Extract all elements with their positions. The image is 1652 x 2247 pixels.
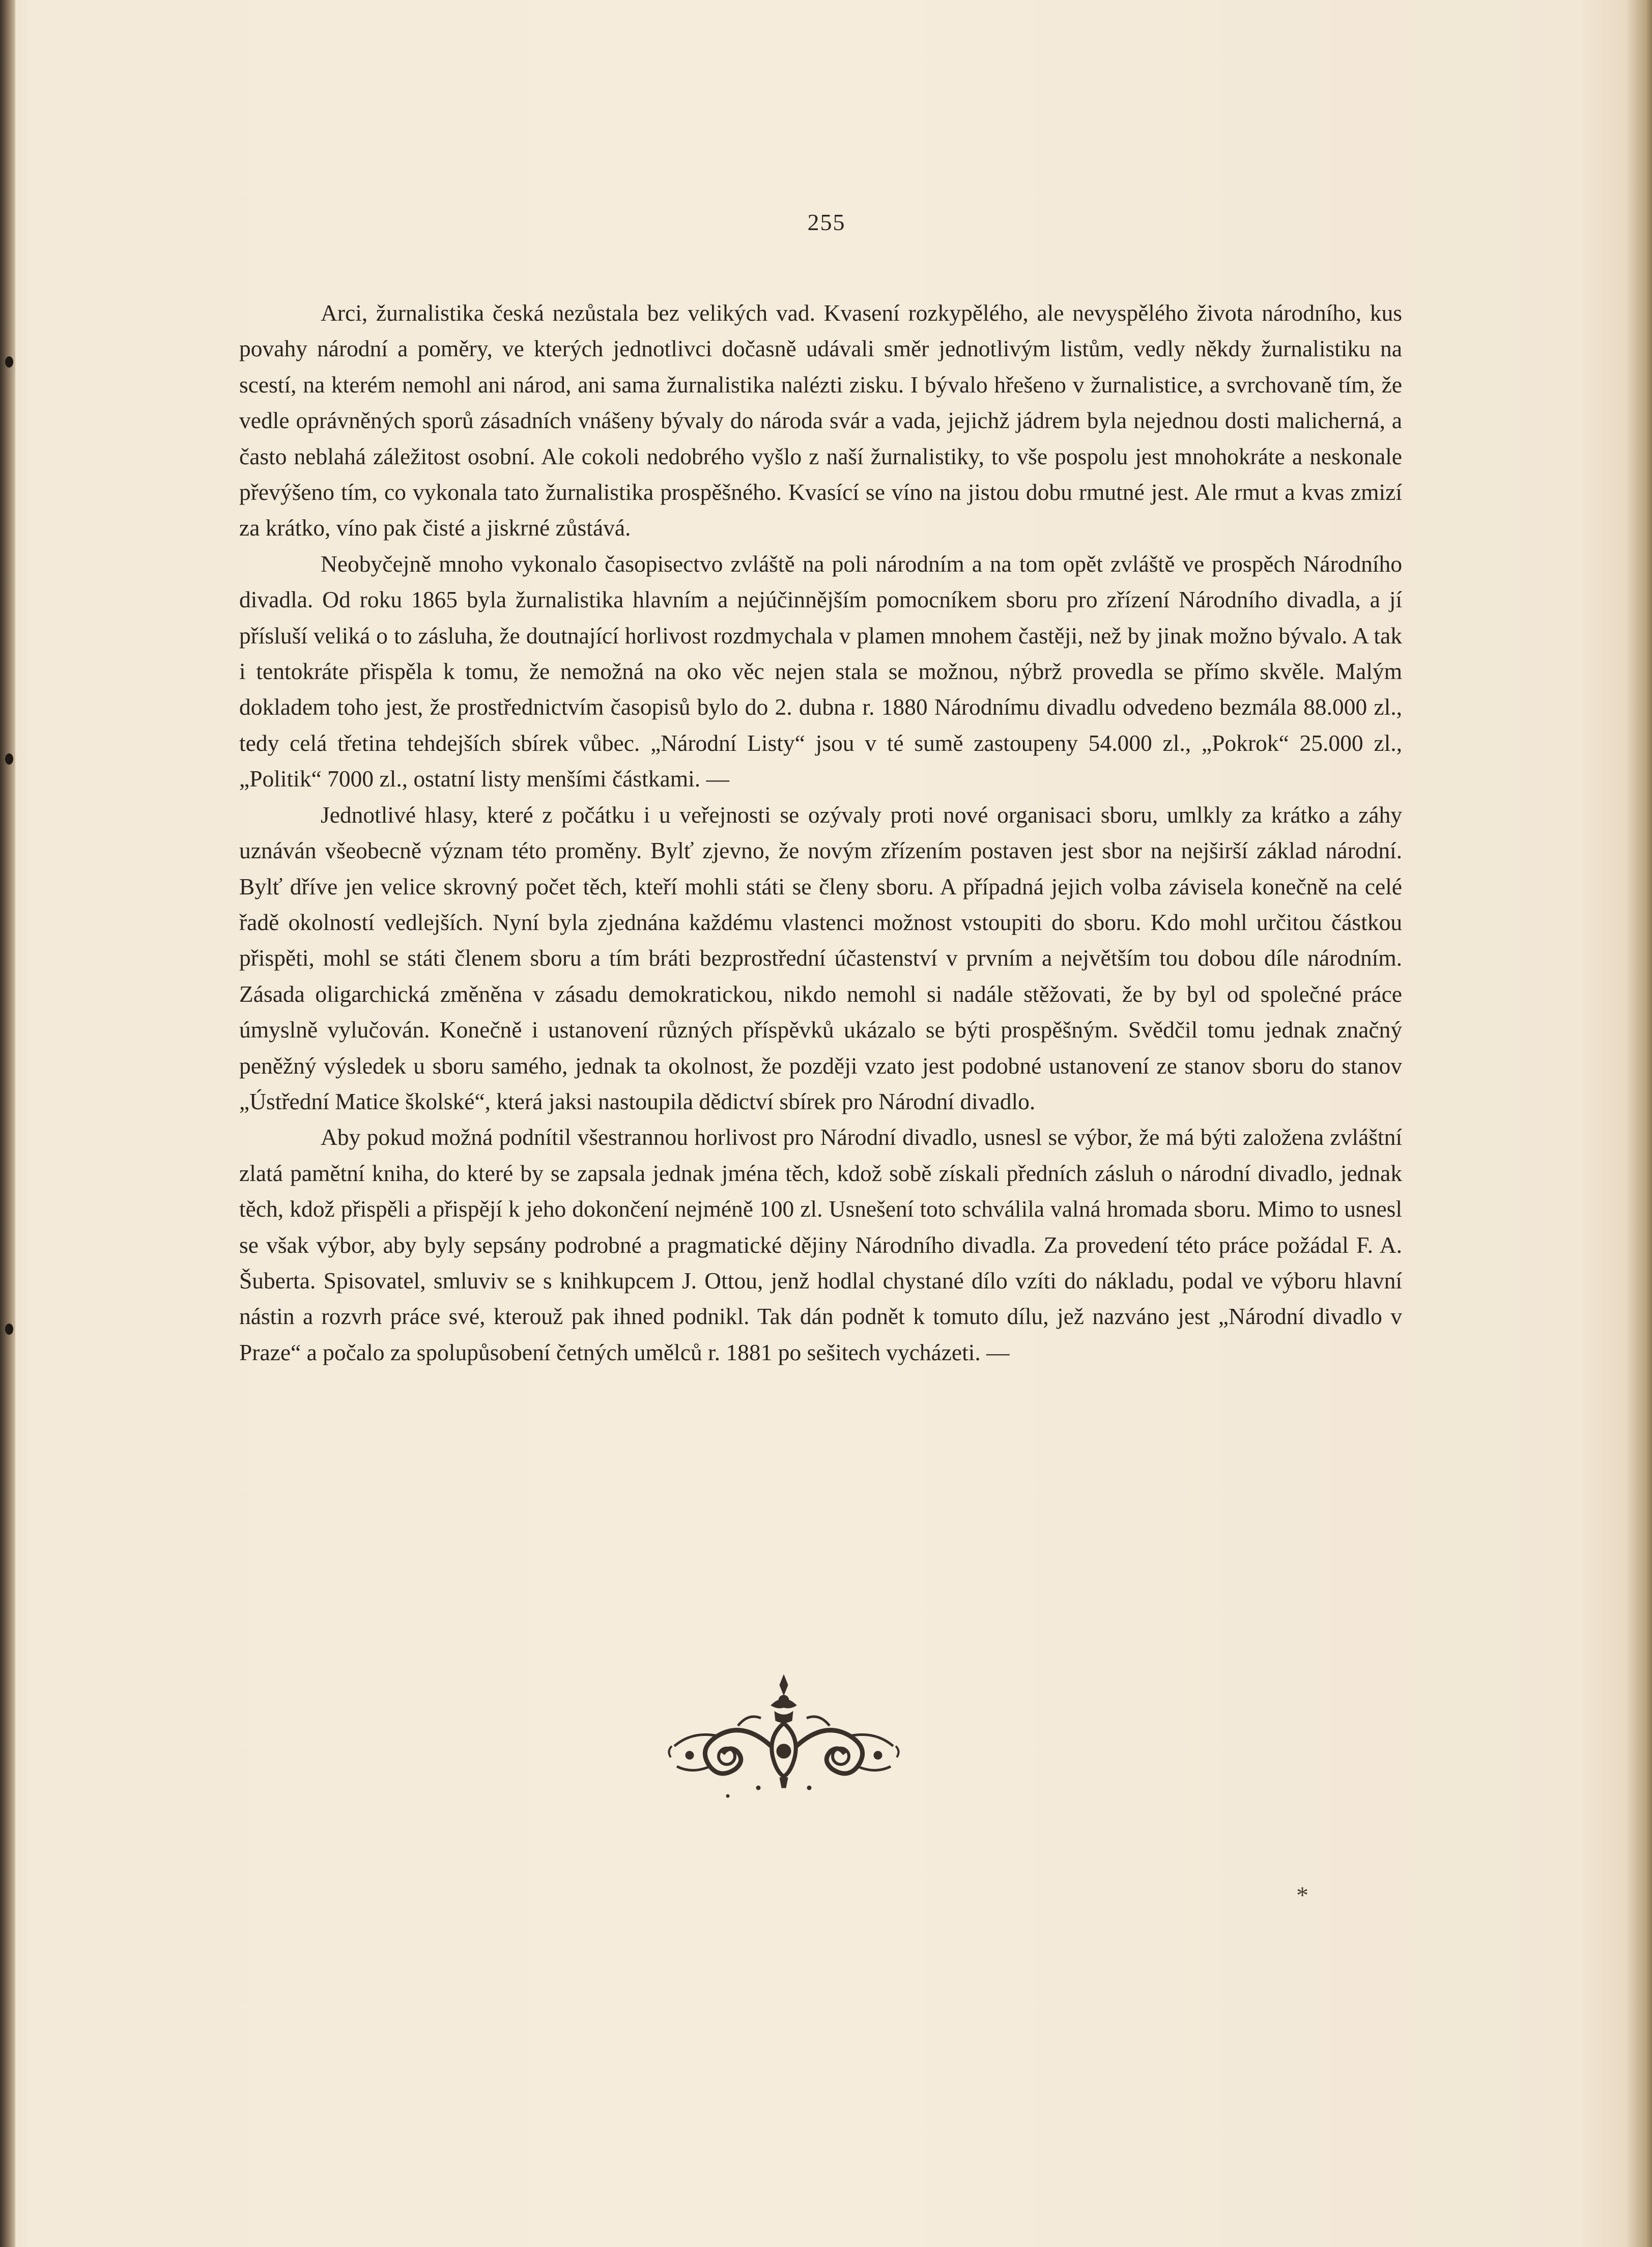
paragraph: Neobyčejně mnoho vykonalo časopisectvo zvláště na poli národním a na tom opět zvláště ve prospěch Národního divadla. Od roku 1865 byla žurnalistika hlavním a nejúčinnějším pomocníkem sboru pro zřízení Národního divadla, a jí přísluší veliká o to zásluha, že doutnající horlivost rozdmychala v plamen mnohem častěji, než by jinak možno bývalo. A tak i tentokráte přispěla k tomu, že nemožná na oko věc nejen stala se možnou, nýbrž provedla se přímo skvěle. Malým dokladem toho jest, že prostřednictvím časopisů bylo do 2. dubna r. 1880 Národnímu divadlu odvedeno bezmála 88.000 zl., tedy celá třetina tehdejších sbírek vůbec. „Národní Listy“ jsou v té sumě zastoupeny 54.000 zl., „Pokrok“ 25.000 zl., „Politik“ 7000 zl., ostatní listy menšími částkami. — bbox=[239, 550, 1402, 792]
binding-mark bbox=[5, 1324, 13, 1335]
body-text bbox=[239, 295, 1402, 1370]
footnote-mark: * bbox=[1296, 1882, 1308, 1909]
binding-mark bbox=[5, 356, 13, 368]
paragraph: Aby pokud možná podnítil všestrannou horlivost pro Národní divadlo, usnesl se výbor, že má býti založena zvláštní zlatá pamětní kniha, do které by se zapsala jednak jména těch, kdož sobě získali předních zásluh o národní divadlo, jednak těch, kdož přispěli a přispějí k jeho dokončení nejméně 100 zl. Usnešení toto schválila valná hromada sboru. Mimo to usnesl se však výbor, aby byly sepsány podrobné a pragmatické dějiny Národního divadla. Za provedení této práce požádal F. A. Šuberta. Spisovatel, smluviv se s knihkupcem J. Ottou, jenž hodlal chystané dílo vzíti do nákladu, podal ve výboru hlavní nástin a rozvrh práce své, kterouž pak ihned podnikl. Tak dán podnět k tomuto dílu, jež nazváno jest „Národní divadlo v Praze“ a počalo za spolupůsobení četných umělců r. 1881 po sešitech vycházeti. — bbox=[239, 1124, 1402, 1365]
paragraph: Arci, žurnalistika česká nezůstala bez velikých vad. Kvasení rozkypělého, ale nevyspělého života národního, kus povahy národní a poměry, ve kterých jednotlivci dočasně udávali směr jednotlivým listům, vedly někdy žurnalistiku na scestí, na kterém nemohl ani národ, ani sama žurnalistika nalézti zisku. I bývalo hřešeno v žurnalistice, a svrchovaně tím, že vedle oprávněných sporů zásadních vnášeny bývaly do národa svár a vada, jejichž jádrem byla nejednou dosti malicherná, a často neblahá záležitost osobní. Ale cokoli nedobrého vyšlo z naší žurnalistiky, to vše pospolu jest mnohokráte a neskonale převýšeno tím, co vykonala tato žurnalistika prospěšného. Kvasící se víno na jistou dobu rmutné jest. Ale rmut a kvas zmizí za krátko, víno pak čisté a jiskrné zůstává. bbox=[239, 300, 1402, 541]
binding-mark bbox=[5, 753, 13, 765]
page-edge bbox=[1627, 0, 1652, 2247]
page-binding bbox=[0, 0, 15, 2247]
page-number: 255 bbox=[807, 209, 846, 235]
floral-vignette-icon bbox=[662, 1670, 906, 1802]
paragraph: Jednotlivé hlasy, které z počátku i u veřejnosti se ozývaly proti nové organisaci sboru, umlkly za krátko a záhy uznáván všeobecně význam této proměny. Bylť zjevno, že novým zřízením postaven jest sbor na nejširší základ národní. Bylť dříve jen velice skrovný počet těch, kteří mohli státi se členy sboru. A případná jejich volba závisela konečně na celé řadě okolností vedlejších. Nyní byla zjednána každému vlastenci možnost vstoupiti do sboru. Kdo mohl určitou částkou přispěti, mohl se státi členem sboru a tím bráti bezprostřední účastenství v prvním a největším tou dobou díle národním. Zásada oligarchická změněna v zásadu demokratickou, nikdo nemohl si nadále stěžovati, že by byl od společné práce úmyslně vylučován. Konečně i ustanovení různých příspěvků ukázalo se býti prospěšným. Svědčil tomu jednak značný peněžný výsledek u sboru samého, jednak ta okolnost, že později vzato jest podobné ustanovení ze stanov sboru do stanov „Ústřední Matice školské“, která jaksi nastoupila dědictví sbírek pro Národní divadlo. bbox=[239, 801, 1402, 1114]
